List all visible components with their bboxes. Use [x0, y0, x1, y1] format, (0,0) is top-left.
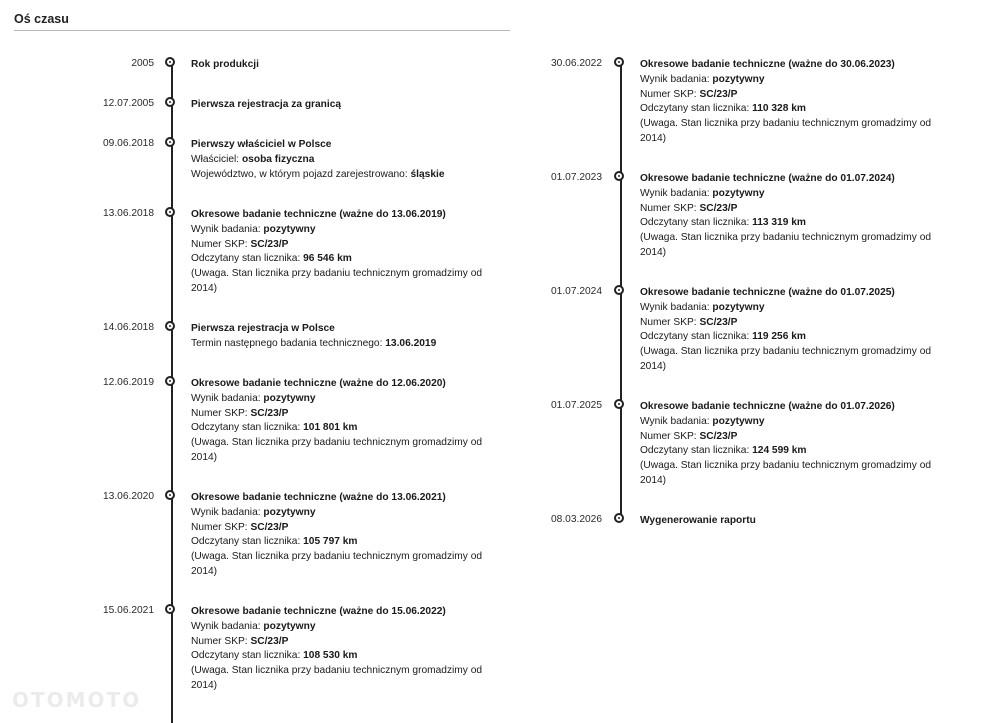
timeline-dot-icon: [165, 137, 175, 147]
odometer-reading: Odczytany stan licznika: 101 801 km: [191, 422, 358, 434]
skp-number: Numer SKP: SC/23/P: [191, 407, 289, 419]
timeline-dot-icon: [165, 604, 175, 614]
odometer-reading: Odczytany stan licznika: 124 599 km: [640, 445, 807, 457]
skp-number: Numer SKP: SC/23/P: [640, 202, 738, 214]
odometer-note: (Uwaga. Stan licznika przy badaniu technicznym gromadzimy od 2014): [640, 232, 932, 258]
odometer-reading: Odczytany stan licznika: 110 328 km: [640, 103, 806, 115]
event-title: Okresowe badanie techniczne (ważne do 30.06.2023): [640, 59, 895, 70]
event-date: 01.07.2023: [551, 172, 602, 183]
timeline-dot-icon: [614, 285, 624, 295]
odometer-note: (Uwaga. Stan licznika przy badaniu technicznym gromadzimy od 2014): [640, 346, 932, 372]
event-title: Okresowe badanie techniczne (ważne do 15.06.2022): [191, 606, 446, 617]
event-date: 08.03.2026: [551, 514, 602, 525]
odometer-note: (Uwaga. Stan licznika przy badaniu technicznym gromadzimy od 2014): [191, 551, 483, 577]
event-title: Pierwsza rejestracja w Polsce: [191, 323, 335, 334]
event-title: Wygenerowanie raportu: [640, 515, 756, 526]
timeline-dot-icon: [165, 207, 175, 217]
inspection-result: Wynik badania: pozytywny: [191, 223, 316, 235]
odometer-reading: Odczytany stan licznika: 113 319 km: [640, 217, 806, 229]
inspection-result: Wynik badania: pozytywny: [191, 506, 316, 518]
event-date: 12.06.2019: [103, 377, 154, 388]
odometer-note: (Uwaga. Stan licznika przy badaniu technicznym gromadzimy od 2014): [191, 268, 483, 294]
event-title: Pierwszy właściciel w Polsce: [191, 139, 332, 150]
odometer-reading: Odczytany stan licznika: 119 256 km: [640, 331, 806, 343]
timeline-dot-icon: [165, 490, 175, 500]
event-date: 14.06.2018: [103, 322, 154, 333]
event-date: 15.06.2021: [103, 605, 154, 616]
inspection-result: Wynik badania: pozytywny: [191, 620, 316, 632]
skp-number: Numer SKP: SC/23/P: [640, 430, 738, 442]
watermark-logo: OTOMOTO: [12, 688, 142, 712]
timeline-dot-icon: [165, 321, 175, 331]
timeline-dot-icon: [165, 57, 175, 67]
skp-number: Numer SKP: SC/23/P: [191, 635, 289, 647]
inspection-result: Wynik badania: pozytywny: [640, 187, 765, 199]
event-title: Okresowe badanie techniczne (ważne do 12.06.2020): [191, 378, 446, 389]
odometer-note: (Uwaga. Stan licznika przy badaniu technicznym gromadzimy od 2014): [191, 665, 483, 691]
event-title: Okresowe badanie techniczne (ważne do 01.07.2025): [640, 287, 895, 298]
timeline-column-right: [450, 54, 950, 534]
inspection-result: Wynik badania: pozytywny: [640, 415, 765, 427]
skp-number: Numer SKP: SC/23/P: [640, 316, 738, 328]
odometer-note: (Uwaga. Stan licznika przy badaniu technicznym gromadzimy od 2014): [191, 437, 483, 463]
event-title: Pierwsza rejestracja za granicą: [191, 99, 342, 110]
voivodeship: Województwo, w którym pojazd zarejestrowano: śląskie: [191, 168, 445, 180]
timeline-dot-icon: [165, 97, 175, 107]
event-date: 01.07.2024: [551, 286, 602, 297]
event-date: 09.06.2018: [103, 138, 154, 149]
event-date: 12.07.2005: [103, 98, 154, 109]
event-date: 13.06.2018: [103, 208, 154, 219]
owner-type: Właściciel: osoba fizyczna: [191, 153, 315, 165]
event-date: 2005: [131, 58, 154, 69]
timeline-column-left: [0, 56, 500, 723]
timeline-line: [171, 64, 173, 723]
event-title: Okresowe badanie techniczne (ważne do 01.07.2024): [640, 173, 895, 184]
odometer-reading: Odczytany stan licznika: 105 797 km: [191, 536, 358, 548]
event-date: 30.06.2022: [551, 58, 602, 69]
event-title: Okresowe badanie techniczne (ważne do 13.06.2021): [191, 492, 446, 503]
timeline-header: [14, 12, 510, 31]
skp-number: Numer SKP: SC/23/P: [191, 238, 289, 250]
inspection-result: Wynik badania: pozytywny: [640, 73, 765, 85]
inspection-result: Wynik badania: pozytywny: [640, 301, 765, 313]
timeline-dot-icon: [614, 57, 624, 67]
inspection-result: Wynik badania: pozytywny: [191, 392, 316, 404]
timeline-dot-icon: [165, 376, 175, 386]
event-title: Okresowe badanie techniczne (ważne do 13.06.2019): [191, 209, 446, 220]
timeline-dot-icon: [614, 171, 624, 181]
skp-number: Numer SKP: SC/23/P: [191, 521, 289, 533]
skp-number: Numer SKP: SC/23/P: [640, 88, 738, 100]
event-date: 01.07.2025: [551, 400, 602, 411]
odometer-reading: Odczytany stan licznika: 108 530 km: [191, 650, 358, 662]
event-title: Rok produkcji: [191, 59, 259, 70]
odometer-note: (Uwaga. Stan licznika przy badaniu technicznym gromadzimy od 2014): [640, 460, 932, 486]
odometer-note: (Uwaga. Stan licznika przy badaniu technicznym gromadzimy od 2014): [640, 118, 932, 144]
odometer-reading: Odczytany stan licznika: 96 546 km: [191, 253, 352, 265]
event-date: 13.06.2020: [103, 491, 154, 502]
timeline-dot-icon: [614, 513, 624, 523]
next-inspection: Termin następnego badania technicznego: 13.06.2019: [191, 337, 437, 349]
section-title: Oś czasu: [14, 12, 69, 26]
event-title: Okresowe badanie techniczne (ważne do 01.07.2026): [640, 401, 895, 412]
timeline-dot-icon: [614, 399, 624, 409]
